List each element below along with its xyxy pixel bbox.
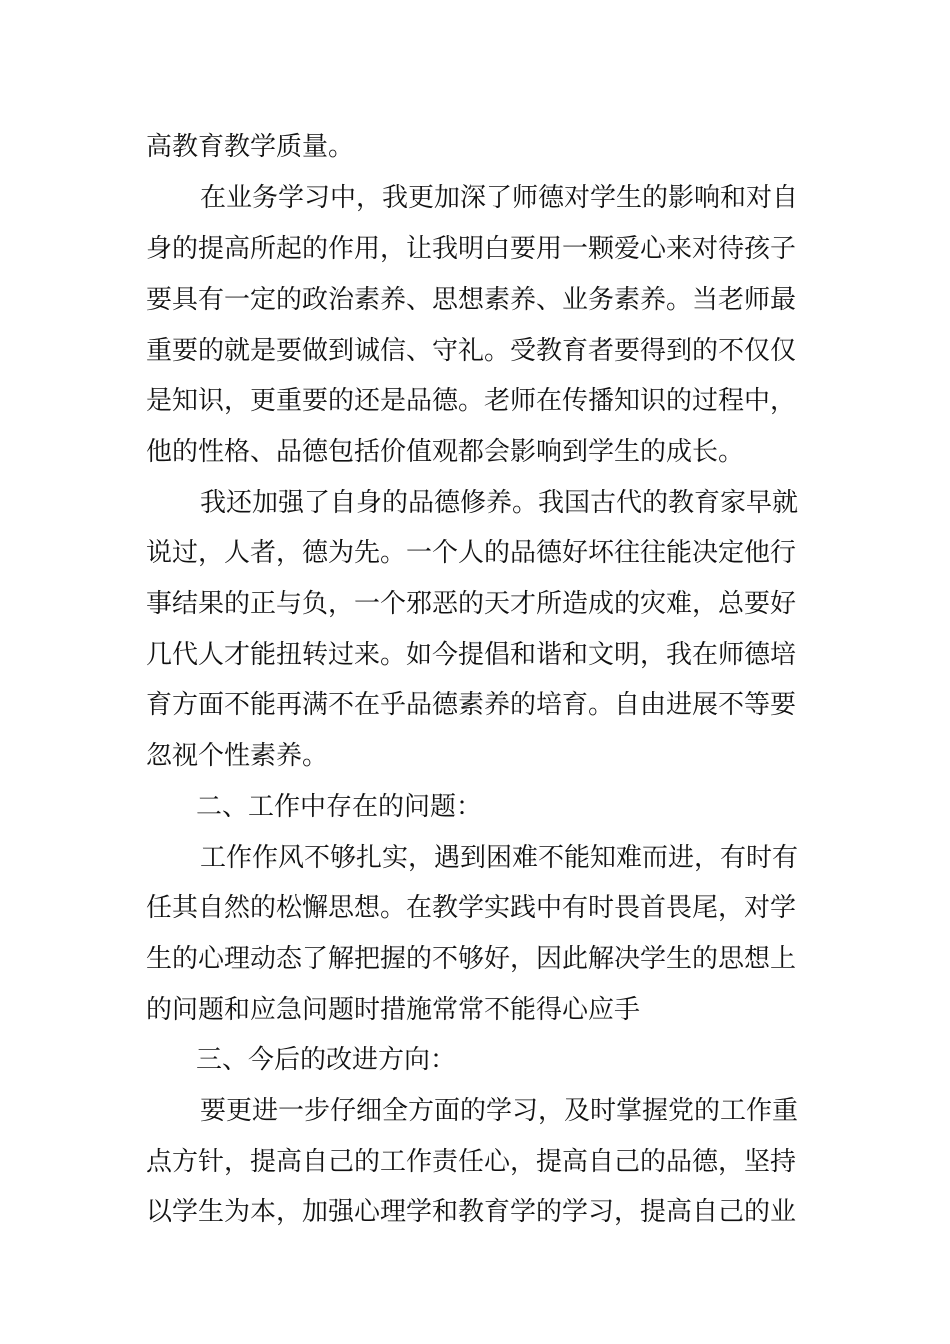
- text-line: 以学生为本，加强心理学和教育学的学习，提高自己的业: [146, 1197, 797, 1227]
- text-line: 忽视个性素养。: [146, 741, 329, 771]
- section-heading: 三、今后的改进方向：: [196, 1045, 457, 1075]
- text-line: 的问题和应急问题时措施常常不能得心应手: [146, 995, 641, 1025]
- paragraph-start-line: 工作作风不够扎实，遇到困难不能知难而进，有时有: [200, 843, 799, 873]
- text-line: 几代人才能扭转过来。如今提倡和谐和文明，我在师德培: [146, 640, 797, 670]
- text-line: 生的心理动态了解把握的不够好，因此解决学生的思想上: [146, 944, 797, 974]
- paragraph-start-line: 要更进一步仔细全方面的学习，及时掌握党的工作重: [200, 1096, 799, 1126]
- text-line: 身的提高所起的作用，让我明白要用一颗爱心来对待孩子: [146, 234, 797, 264]
- section-heading: 二、工作中存在的问题：: [196, 792, 483, 822]
- text-line: 点方针，提高自己的工作责任心，提高自己的品德，坚持: [146, 1147, 797, 1177]
- paragraph-start-line: 我还加强了自身的品德修养。我国古代的教育家早就: [200, 488, 799, 518]
- paragraph-start-line: 在业务学习中，我更加深了师德对学生的影响和对自: [200, 183, 799, 213]
- text-line: 事结果的正与负，一个邪恶的天才所造成的灾难，总要好: [146, 589, 797, 619]
- text-line: 是知识，更重要的还是品德。老师在传播知识的过程中，: [146, 386, 797, 416]
- text-line: 要具有一定的政治素养、思想素养、业务素养。当老师最: [146, 285, 797, 315]
- text-line: 重要的就是要做到诚信、守礼。受教育者要得到的不仅仅: [146, 336, 797, 366]
- text-line: 任其自然的松懈思想。在教学实践中有时畏首畏尾，对学: [146, 893, 797, 923]
- text-line: 他的性格、品德包括价值观都会影响到学生的成长。: [146, 437, 745, 467]
- text-line: 说过，人者，德为先。一个人的品德好坏往往能决定他行: [146, 538, 797, 568]
- text-line: 高教育教学质量。: [146, 132, 355, 162]
- text-line: 育方面不能再满不在乎品德素养的培育。自由进展不等要: [146, 690, 797, 720]
